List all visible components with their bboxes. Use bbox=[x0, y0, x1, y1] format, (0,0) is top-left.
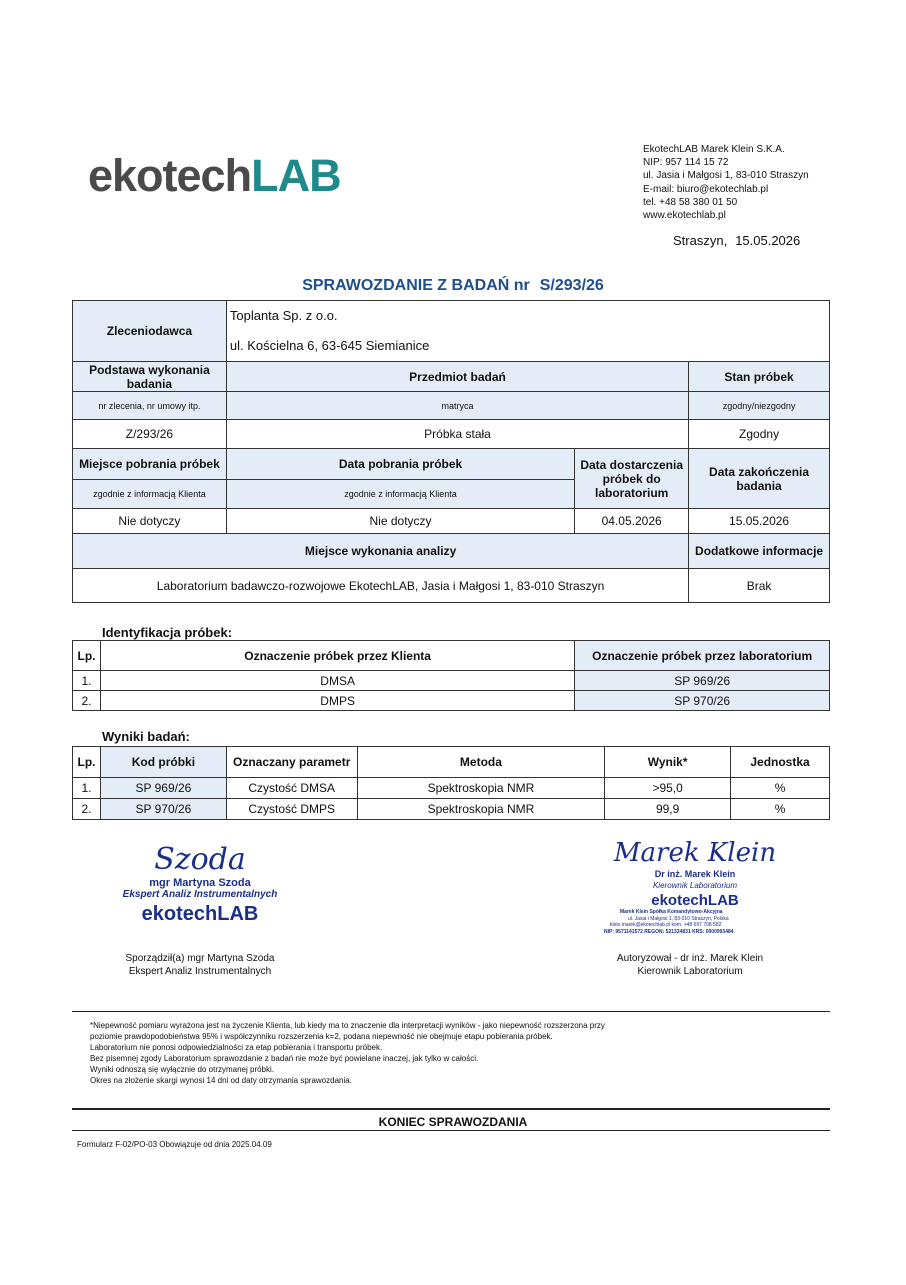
sampling-date-label: Data pobrania próbek bbox=[226, 449, 574, 480]
end-divider-bottom bbox=[72, 1130, 830, 1131]
id-header-lab: Oznaczenie próbek przez laboratorium bbox=[575, 641, 830, 671]
stamp-line-4: NIP: 9571141572 REGON: 521324831 KRS: 0000993484 bbox=[604, 928, 734, 935]
identification-table bbox=[72, 640, 830, 711]
subject-sub: matryca bbox=[226, 392, 688, 420]
results-label: Wyniki badań: bbox=[102, 729, 190, 744]
state-sub: zgodny/niezgodny bbox=[689, 392, 830, 420]
city: Straszyn, bbox=[673, 233, 728, 248]
table-row: 1. DMSA SP 969/26 bbox=[73, 671, 830, 691]
basis-label: Podstawa wykonania badania bbox=[73, 362, 227, 392]
signature-right-name: Dr inż. Marek Klein bbox=[654, 869, 736, 879]
city-date bbox=[673, 233, 800, 248]
company-website: www.ekotechlab.pl bbox=[643, 210, 726, 222]
basis-value: Z/293/26 bbox=[73, 420, 227, 449]
sampling-date-sub: zgodnie z informacją Klienta bbox=[226, 480, 574, 509]
company-nip: NIP: 957 114 15 72 bbox=[643, 157, 729, 169]
signature-right-role: Kierownik Laboratorium bbox=[652, 881, 738, 890]
company-logo: ekotechLAB bbox=[88, 150, 341, 201]
res-header-param: Oznaczany parametr bbox=[226, 747, 357, 778]
sampling-place-sub: zgodnie z informacją Klienta bbox=[73, 480, 227, 509]
form-footer: Formularz F-02/PO-03 Obowiązuje od dnia 2025.04.09 bbox=[77, 1140, 272, 1149]
report-info-table bbox=[72, 300, 830, 603]
stamp-line-3: klein.marek@ekotechlab.pl kom. +48 697 708 582 bbox=[610, 922, 722, 928]
report-number: S/293/26 bbox=[539, 277, 604, 294]
company-phone: tel. +48 58 380 01 50 bbox=[643, 196, 738, 208]
notes-divider bbox=[72, 1011, 830, 1012]
state-value: Zgodny bbox=[689, 420, 830, 449]
res-header-result: Wynik* bbox=[605, 747, 731, 778]
delivery-date-value: 04.05.2026 bbox=[575, 509, 689, 534]
client-address: ul. Kościelna 6, 63-645 Siemianice bbox=[229, 338, 430, 353]
subject-value: Próbka stała bbox=[226, 420, 688, 449]
state-label: Stan próbek bbox=[689, 362, 830, 392]
sampling-date-value: Nie dotyczy bbox=[226, 509, 574, 534]
client-cell bbox=[226, 301, 829, 362]
report-title: SPRAWOZDANIE Z BADAŃ nr S/293/26 bbox=[302, 277, 604, 294]
table-row: 1. SP 969/26 Czystość DMSA Spektroskopia NMR >95,0 % bbox=[73, 778, 830, 799]
analysis-place-value: Laboratorium badawczo-rozwojowe EkotechLAB, Jasia i Małgosi 1, 83-010 Straszyn bbox=[73, 569, 689, 603]
subject-label: Przedmiot badań bbox=[226, 362, 688, 392]
signature-left-name: mgr Martyna Szoda bbox=[149, 877, 251, 889]
table-row: 2. SP 970/26 Czystość DMPS Spektroskopia NMR 99,9 % bbox=[73, 799, 830, 820]
signature-right-caption: Autoryzował - dr inż. Marek Klein Kierownik Laboratorium bbox=[616, 953, 764, 977]
stamp-line-1: Marek Klein Spółka Komandytowo-Akcyjna bbox=[620, 909, 723, 915]
company-email: E-mail: biuro@ekotechlab.pl bbox=[643, 183, 769, 195]
table-row: 2. DMPS SP 970/26 bbox=[73, 691, 830, 711]
signature-right-logo: ekotechLAB bbox=[651, 892, 739, 909]
res-header-lp: Lp. bbox=[73, 747, 101, 778]
signature-left-role: Ekspert Analiz Instrumentalnych bbox=[122, 889, 278, 900]
signature-left-script: Szoda bbox=[154, 842, 246, 877]
additional-info-value: Brak bbox=[689, 569, 830, 603]
end-divider-top bbox=[72, 1108, 830, 1110]
sampling-place-label: Miejsce pobrania próbek bbox=[73, 449, 227, 480]
signature-right-script: Marek Klein bbox=[613, 838, 777, 868]
client-label: Zleceniodawca bbox=[73, 301, 227, 362]
completion-date-value: 15.05.2026 bbox=[689, 509, 830, 534]
basis-sub: nr zlecenia, nr umowy itp. bbox=[73, 392, 227, 420]
sampling-place-value: Nie dotyczy bbox=[73, 509, 227, 534]
end-of-report: KONIEC SPRAWOZDANIA bbox=[378, 1115, 528, 1129]
results-table bbox=[72, 746, 830, 820]
res-header-code: Kod próbki bbox=[100, 747, 226, 778]
signature-left bbox=[120, 842, 280, 926]
res-header-unit: Jednostka bbox=[731, 747, 830, 778]
stamp-line-2: ul. Jasia i Małgosi 1, 83-010 Straszyn, Polska bbox=[628, 915, 729, 922]
res-header-method: Metoda bbox=[357, 747, 605, 778]
report-date: 15.05.2026 bbox=[735, 233, 801, 248]
client-name: Toplanta Sp. z o.o. bbox=[229, 308, 338, 323]
id-header-client: Oznaczenie próbek przez Klienta bbox=[100, 641, 574, 671]
additional-info-label: Dodatkowe informacje bbox=[689, 534, 830, 569]
identification-label: Identyfikacja próbek: bbox=[102, 625, 233, 640]
signature-left-logo: ekotechLAB bbox=[141, 903, 259, 925]
notes: *Niepewność pomiaru wyrażona jest na życzenie Klienta, lub kiedy ma to znaczenie dla interpretacji wyników - jako niepewność rozszerzona przy poziomie prawdopodobieństwa 95% i współczynniku rozszerzenia k=2, podana niepewność nie obejmuje etapu pobierania próbek. Laboratorium nie ponosi odpowiedzialności za etap pobierania i transportu próbek. Bez pisemnej zgody Laboratorium sprawozdanie z badań nie może być powielane inaczej, jak tylko w całości. Wyniki odnoszą się wyłącznie do otrzymanej próbki. Okres na złożenie skargi wynosi 14 dni od daty otrzymania sprawozdania. bbox=[90, 1021, 605, 1085]
analysis-place-label: Miejsce wykonania analizy bbox=[73, 534, 689, 569]
company-info bbox=[643, 143, 809, 222]
signature-right bbox=[600, 838, 790, 935]
company-address: ul. Jasia i Małgosi 1, 83-010 Straszyn bbox=[643, 170, 809, 182]
signature-left-caption: Sporządził(a) mgr Martyna Szoda Ekspert Analiz Instrumentalnych bbox=[125, 953, 275, 977]
id-header-lp: Lp. bbox=[73, 641, 101, 671]
completion-date-label: Data zakończenia badania bbox=[689, 449, 830, 509]
company-name: EkotechLAB Marek Klein S.K.A. bbox=[643, 144, 785, 155]
delivery-date-label: Data dostarczenia próbek do laboratorium bbox=[575, 449, 689, 509]
